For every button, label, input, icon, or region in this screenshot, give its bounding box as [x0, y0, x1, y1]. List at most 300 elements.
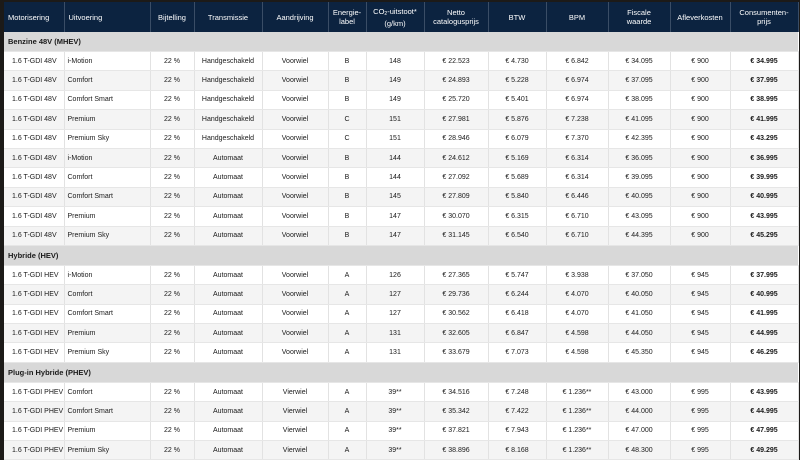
cell-motorisering: 1.6 T-GDI 48V [4, 187, 64, 206]
cell-bijtelling: 22 % [150, 382, 194, 401]
cell-btw: € 4.730 [488, 52, 546, 71]
cell-bijtelling: 22 % [150, 148, 194, 167]
header-co2-prefix: CO [373, 6, 385, 16]
cell-transmissie: Automaat [194, 148, 262, 167]
cell-uitvoering: Comfort [64, 168, 150, 187]
cell-uitvoering: Premium Sky [64, 226, 150, 245]
header-consumenten-line1: Consumenten- [739, 8, 789, 17]
cell-transmissie: Automaat [194, 382, 262, 401]
header-transmissie: Transmissie [194, 2, 262, 32]
table-row [4, 168, 798, 187]
cell-energielabel: B [328, 226, 366, 245]
cell-afleverkosten: € 995 [670, 441, 730, 460]
cell-aandrijving: Voorwiel [262, 285, 328, 304]
cell-netto: € 31.145 [424, 226, 488, 245]
cell-energielabel: A [328, 343, 366, 362]
cell-aandrijving: Voorwiel [262, 226, 328, 245]
cell-energielabel: A [328, 285, 366, 304]
table-row [4, 421, 798, 440]
cell-aandrijving: Voorwiel [262, 304, 328, 323]
cell-btw: € 5.169 [488, 148, 546, 167]
cell-aandrijving: Vierwiel [262, 382, 328, 401]
cell-fiscale-waarde: € 44.000 [608, 402, 670, 421]
cell-motorisering: 1.6 T-GDI HEV [4, 285, 64, 304]
cell-uitvoering: Comfort [64, 71, 150, 90]
cell-bpm: € 4.598 [546, 324, 608, 343]
cell-bijtelling: 22 % [150, 304, 194, 323]
cell-fiscale-waarde: € 45.350 [608, 343, 670, 362]
cell-consumentenprijs: € 37.995 [730, 71, 798, 90]
cell-afleverkosten: € 945 [670, 324, 730, 343]
table-row [4, 285, 798, 304]
cell-motorisering: 1.6 T-GDI 48V [4, 207, 64, 226]
cell-motorisering: 1.6 T-GDI HEV [4, 265, 64, 284]
cell-co2: 149 [366, 90, 424, 109]
cell-netto: € 34.516 [424, 382, 488, 401]
cell-fiscale-waarde: € 44.050 [608, 324, 670, 343]
cell-uitvoering: Comfort Smart [64, 304, 150, 323]
cell-energielabel: A [328, 324, 366, 343]
cell-bpm: € 3.938 [546, 265, 608, 284]
cell-energielabel: C [328, 129, 366, 148]
header-co2 [366, 2, 424, 32]
cell-motorisering: 1.6 T-GDI 48V [4, 148, 64, 167]
cell-uitvoering: Premium Sky [64, 129, 150, 148]
cell-energielabel: B [328, 52, 366, 71]
cell-transmissie: Automaat [194, 187, 262, 206]
cell-consumentenprijs: € 41.995 [730, 304, 798, 323]
cell-bijtelling: 22 % [150, 168, 194, 187]
cell-aandrijving: Vierwiel [262, 441, 328, 460]
cell-transmissie: Automaat [194, 207, 262, 226]
table-row [4, 304, 798, 323]
cell-afleverkosten: € 900 [670, 71, 730, 90]
cell-motorisering: 1.6 T-GDI HEV [4, 343, 64, 362]
cell-btw: € 6.847 [488, 324, 546, 343]
cell-aandrijving: Voorwiel [262, 343, 328, 362]
cell-bijtelling: 22 % [150, 421, 194, 440]
cell-co2: 144 [366, 168, 424, 187]
cell-bijtelling: 22 % [150, 441, 194, 460]
cell-transmissie: Automaat [194, 265, 262, 284]
cell-co2: 39** [366, 421, 424, 440]
cell-consumentenprijs: € 44.995 [730, 324, 798, 343]
cell-aandrijving: Voorwiel [262, 52, 328, 71]
table-row [4, 90, 798, 109]
cell-bpm: € 6.974 [546, 90, 608, 109]
cell-fiscale-waarde: € 40.050 [608, 285, 670, 304]
cell-uitvoering: Premium [64, 324, 150, 343]
header-co2-subscript: 2 [384, 10, 388, 17]
section-title: Hybride (HEV) [4, 245, 798, 265]
table-body [4, 32, 798, 460]
header-co2-suffix: -uitstoot* [387, 6, 417, 16]
cell-co2: 39** [366, 402, 424, 421]
cell-afleverkosten: € 995 [670, 382, 730, 401]
header-energielabel-line1: Energie- [332, 8, 362, 17]
table-row [4, 324, 798, 343]
cell-bpm: € 7.370 [546, 129, 608, 148]
cell-afleverkosten: € 900 [670, 187, 730, 206]
cell-fiscale-waarde: € 38.095 [608, 90, 670, 109]
header-consumentenprijs [730, 2, 798, 32]
cell-netto: € 30.070 [424, 207, 488, 226]
header-btw: BTW [488, 2, 546, 32]
cell-aandrijving: Vierwiel [262, 402, 328, 421]
cell-afleverkosten: € 900 [670, 168, 730, 187]
cell-afleverkosten: € 995 [670, 421, 730, 440]
header-consumenten-line2: prijs [757, 17, 771, 26]
cell-co2: 131 [366, 343, 424, 362]
cell-energielabel: A [328, 265, 366, 284]
cell-aandrijving: Voorwiel [262, 110, 328, 129]
header-co2-unit: (g/km) [384, 18, 406, 28]
cell-fiscale-waarde: € 44.395 [608, 226, 670, 245]
table-row [4, 71, 798, 90]
cell-consumentenprijs: € 39.995 [730, 168, 798, 187]
cell-btw: € 5.876 [488, 110, 546, 129]
cell-consumentenprijs: € 47.995 [730, 421, 798, 440]
cell-fiscale-waarde: € 42.395 [608, 129, 670, 148]
cell-afleverkosten: € 900 [670, 90, 730, 109]
cell-bpm: € 6.710 [546, 207, 608, 226]
table-row [4, 226, 798, 245]
cell-energielabel: A [328, 421, 366, 440]
table-row [4, 343, 798, 362]
header-aandrijving: Aandrijving [262, 2, 328, 32]
cell-afleverkosten: € 900 [670, 148, 730, 167]
table-row [4, 402, 798, 421]
header-netto [424, 2, 488, 32]
cell-bpm: € 6.446 [546, 187, 608, 206]
cell-transmissie: Automaat [194, 324, 262, 343]
cell-bijtelling: 22 % [150, 90, 194, 109]
header-uitvoering: Uitvoering [64, 2, 150, 32]
table-row [4, 382, 798, 401]
table-row [4, 148, 798, 167]
header-fiscale-line2: waarde [626, 17, 652, 26]
cell-motorisering: 1.6 T-GDI PHEV [4, 382, 64, 401]
cell-bijtelling: 22 % [150, 52, 194, 71]
cell-bpm: € 1.236** [546, 421, 608, 440]
cell-co2: 39** [366, 441, 424, 460]
table-header [4, 2, 798, 32]
cell-aandrijving: Voorwiel [262, 187, 328, 206]
cell-transmissie: Automaat [194, 402, 262, 421]
cell-bijtelling: 22 % [150, 285, 194, 304]
cell-afleverkosten: € 945 [670, 304, 730, 323]
header-motorisering: Motorisering [4, 2, 64, 32]
cell-netto: € 27.981 [424, 110, 488, 129]
table-row [4, 110, 798, 129]
cell-btw: € 6.540 [488, 226, 546, 245]
cell-motorisering: 1.6 T-GDI 48V [4, 90, 64, 109]
cell-co2: 151 [366, 110, 424, 129]
table-row [4, 441, 798, 460]
cell-bpm: € 7.238 [546, 110, 608, 129]
cell-netto: € 27.809 [424, 187, 488, 206]
cell-netto: € 27.092 [424, 168, 488, 187]
cell-uitvoering: Premium [64, 110, 150, 129]
cell-btw: € 7.943 [488, 421, 546, 440]
cell-aandrijving: Voorwiel [262, 129, 328, 148]
cell-co2: 131 [366, 324, 424, 343]
cell-transmissie: Handgeschakeld [194, 110, 262, 129]
cell-netto: € 30.562 [424, 304, 488, 323]
cell-energielabel: B [328, 148, 366, 167]
cell-consumentenprijs: € 37.995 [730, 265, 798, 284]
cell-fiscale-waarde: € 36.095 [608, 148, 670, 167]
cell-bpm: € 1.236** [546, 382, 608, 401]
cell-aandrijving: Voorwiel [262, 71, 328, 90]
cell-netto: € 29.736 [424, 285, 488, 304]
cell-btw: € 6.244 [488, 285, 546, 304]
cell-energielabel: B [328, 207, 366, 226]
cell-transmissie: Automaat [194, 421, 262, 440]
cell-netto: € 33.679 [424, 343, 488, 362]
price-table [4, 2, 799, 460]
cell-fiscale-waarde: € 37.095 [608, 71, 670, 90]
cell-btw: € 5.840 [488, 187, 546, 206]
cell-btw: € 5.401 [488, 90, 546, 109]
header-afleverkosten: Afleverkosten [670, 2, 730, 32]
cell-transmissie: Automaat [194, 343, 262, 362]
cell-fiscale-waarde: € 41.050 [608, 304, 670, 323]
cell-bijtelling: 22 % [150, 324, 194, 343]
cell-netto: € 22.523 [424, 52, 488, 71]
cell-bijtelling: 22 % [150, 110, 194, 129]
cell-co2: 147 [366, 226, 424, 245]
cell-motorisering: 1.6 T-GDI HEV [4, 324, 64, 343]
section-title: Plug-in Hybride (PHEV) [4, 362, 798, 382]
cell-uitvoering: i-Motion [64, 265, 150, 284]
cell-transmissie: Automaat [194, 226, 262, 245]
cell-consumentenprijs: € 36.995 [730, 148, 798, 167]
section-title: Benzine 48V (MHEV) [4, 32, 798, 52]
cell-netto: € 35.342 [424, 402, 488, 421]
cell-consumentenprijs: € 43.295 [730, 129, 798, 148]
cell-transmissie: Handgeschakeld [194, 52, 262, 71]
cell-bpm: € 6.842 [546, 52, 608, 71]
header-energielabel [328, 2, 366, 32]
cell-afleverkosten: € 900 [670, 226, 730, 245]
cell-co2: 144 [366, 148, 424, 167]
cell-aandrijving: Voorwiel [262, 324, 328, 343]
cell-netto: € 24.612 [424, 148, 488, 167]
header-netto-line1: Netto [447, 8, 465, 17]
cell-co2: 39** [366, 382, 424, 401]
cell-afleverkosten: € 945 [670, 285, 730, 304]
table-row [4, 187, 798, 206]
cell-co2: 145 [366, 187, 424, 206]
cell-bpm: € 4.070 [546, 304, 608, 323]
cell-transmissie: Automaat [194, 304, 262, 323]
cell-transmissie: Automaat [194, 441, 262, 460]
cell-consumentenprijs: € 49.295 [730, 441, 798, 460]
cell-btw: € 6.079 [488, 129, 546, 148]
cell-co2: 127 [366, 304, 424, 323]
table-row [4, 265, 798, 284]
cell-bpm: € 6.314 [546, 148, 608, 167]
cell-uitvoering: Premium [64, 207, 150, 226]
cell-afleverkosten: € 945 [670, 343, 730, 362]
cell-co2: 147 [366, 207, 424, 226]
cell-uitvoering: Premium [64, 421, 150, 440]
cell-co2: 126 [366, 265, 424, 284]
cell-consumentenprijs: € 34.995 [730, 52, 798, 71]
cell-uitvoering: Comfort [64, 382, 150, 401]
cell-motorisering: 1.6 T-GDI 48V [4, 52, 64, 71]
cell-energielabel: A [328, 304, 366, 323]
cell-uitvoering: Comfort Smart [64, 402, 150, 421]
header-fiscale-line1: Fiscale [627, 8, 651, 17]
cell-fiscale-waarde: € 39.095 [608, 168, 670, 187]
cell-consumentenprijs: € 43.995 [730, 382, 798, 401]
cell-energielabel: A [328, 441, 366, 460]
table-row [4, 207, 798, 226]
cell-netto: € 32.605 [424, 324, 488, 343]
cell-motorisering: 1.6 T-GDI 48V [4, 71, 64, 90]
cell-energielabel: B [328, 90, 366, 109]
cell-fiscale-waarde: € 41.095 [608, 110, 670, 129]
section-header [4, 245, 798, 265]
header-bijtelling: Bijtelling [150, 2, 194, 32]
cell-uitvoering: Premium Sky [64, 343, 150, 362]
cell-bpm: € 6.974 [546, 71, 608, 90]
cell-bpm: € 6.314 [546, 168, 608, 187]
cell-transmissie: Handgeschakeld [194, 71, 262, 90]
cell-bijtelling: 22 % [150, 402, 194, 421]
cell-fiscale-waarde: € 43.000 [608, 382, 670, 401]
cell-consumentenprijs: € 43.995 [730, 207, 798, 226]
cell-transmissie: Handgeschakeld [194, 129, 262, 148]
table-row [4, 129, 798, 148]
cell-motorisering: 1.6 T-GDI 48V [4, 226, 64, 245]
header-fiscale-waarde [608, 2, 670, 32]
cell-aandrijving: Voorwiel [262, 148, 328, 167]
cell-energielabel: B [328, 187, 366, 206]
cell-co2: 149 [366, 71, 424, 90]
cell-energielabel: A [328, 382, 366, 401]
cell-bpm: € 4.070 [546, 285, 608, 304]
cell-aandrijving: Voorwiel [262, 265, 328, 284]
cell-aandrijving: Voorwiel [262, 207, 328, 226]
cell-energielabel: C [328, 110, 366, 129]
header-bpm: BPM [546, 2, 608, 32]
cell-aandrijving: Voorwiel [262, 168, 328, 187]
table-row [4, 52, 798, 71]
cell-btw: € 8.168 [488, 441, 546, 460]
cell-consumentenprijs: € 40.995 [730, 187, 798, 206]
cell-bijtelling: 22 % [150, 265, 194, 284]
header-netto-line2: catalogusprijs [433, 17, 479, 26]
cell-co2: 127 [366, 285, 424, 304]
header-energielabel-line2: label [339, 17, 355, 26]
cell-consumentenprijs: € 40.995 [730, 285, 798, 304]
cell-bijtelling: 22 % [150, 71, 194, 90]
cell-uitvoering: Comfort Smart [64, 187, 150, 206]
cell-aandrijving: Vierwiel [262, 421, 328, 440]
cell-energielabel: B [328, 168, 366, 187]
cell-energielabel: B [328, 71, 366, 90]
cell-motorisering: 1.6 T-GDI 48V [4, 110, 64, 129]
cell-uitvoering: Comfort Smart [64, 90, 150, 109]
cell-consumentenprijs: € 45.295 [730, 226, 798, 245]
cell-bijtelling: 22 % [150, 343, 194, 362]
cell-co2: 151 [366, 129, 424, 148]
cell-netto: € 37.821 [424, 421, 488, 440]
cell-fiscale-waarde: € 40.095 [608, 187, 670, 206]
cell-fiscale-waarde: € 34.095 [608, 52, 670, 71]
cell-afleverkosten: € 995 [670, 402, 730, 421]
cell-uitvoering: i-Motion [64, 148, 150, 167]
cell-motorisering: 1.6 T-GDI 48V [4, 129, 64, 148]
cell-transmissie: Handgeschakeld [194, 90, 262, 109]
cell-btw: € 7.422 [488, 402, 546, 421]
cell-transmissie: Automaat [194, 168, 262, 187]
section-header [4, 32, 798, 52]
cell-btw: € 7.073 [488, 343, 546, 362]
cell-fiscale-waarde: € 37.050 [608, 265, 670, 284]
cell-fiscale-waarde: € 48.300 [608, 441, 670, 460]
cell-netto: € 24.893 [424, 71, 488, 90]
cell-uitvoering: Comfort [64, 285, 150, 304]
cell-consumentenprijs: € 44.995 [730, 402, 798, 421]
cell-afleverkosten: € 900 [670, 110, 730, 129]
cell-fiscale-waarde: € 43.095 [608, 207, 670, 226]
cell-bpm: € 4.598 [546, 343, 608, 362]
cell-bijtelling: 22 % [150, 226, 194, 245]
cell-transmissie: Automaat [194, 285, 262, 304]
cell-energielabel: A [328, 402, 366, 421]
cell-btw: € 5.689 [488, 168, 546, 187]
cell-btw: € 5.747 [488, 265, 546, 284]
cell-bijtelling: 22 % [150, 187, 194, 206]
cell-bpm: € 1.236** [546, 402, 608, 421]
cell-netto: € 28.946 [424, 129, 488, 148]
cell-btw: € 7.248 [488, 382, 546, 401]
cell-motorisering: 1.6 T-GDI 48V [4, 168, 64, 187]
cell-netto: € 27.365 [424, 265, 488, 284]
cell-aandrijving: Voorwiel [262, 90, 328, 109]
cell-uitvoering: i-Motion [64, 52, 150, 71]
cell-btw: € 6.315 [488, 207, 546, 226]
cell-fiscale-waarde: € 47.000 [608, 421, 670, 440]
cell-motorisering: 1.6 T-GDI HEV [4, 304, 64, 323]
cell-consumentenprijs: € 38.995 [730, 90, 798, 109]
cell-afleverkosten: € 900 [670, 52, 730, 71]
cell-btw: € 6.418 [488, 304, 546, 323]
cell-bpm: € 1.236** [546, 441, 608, 460]
cell-consumentenprijs: € 46.295 [730, 343, 798, 362]
cell-btw: € 5.228 [488, 71, 546, 90]
cell-bijtelling: 22 % [150, 207, 194, 226]
cell-motorisering: 1.6 T-GDI PHEV [4, 402, 64, 421]
cell-consumentenprijs: € 41.995 [730, 110, 798, 129]
cell-netto: € 25.720 [424, 90, 488, 109]
cell-afleverkosten: € 900 [670, 207, 730, 226]
cell-bpm: € 6.710 [546, 226, 608, 245]
cell-co2: 148 [366, 52, 424, 71]
section-header [4, 362, 798, 382]
cell-motorisering: 1.6 T-GDI PHEV [4, 441, 64, 460]
cell-afleverkosten: € 900 [670, 129, 730, 148]
cell-uitvoering: Premium Sky [64, 441, 150, 460]
cell-afleverkosten: € 945 [670, 265, 730, 284]
cell-bijtelling: 22 % [150, 129, 194, 148]
cell-motorisering: 1.6 T-GDI PHEV [4, 421, 64, 440]
cell-netto: € 38.896 [424, 441, 488, 460]
